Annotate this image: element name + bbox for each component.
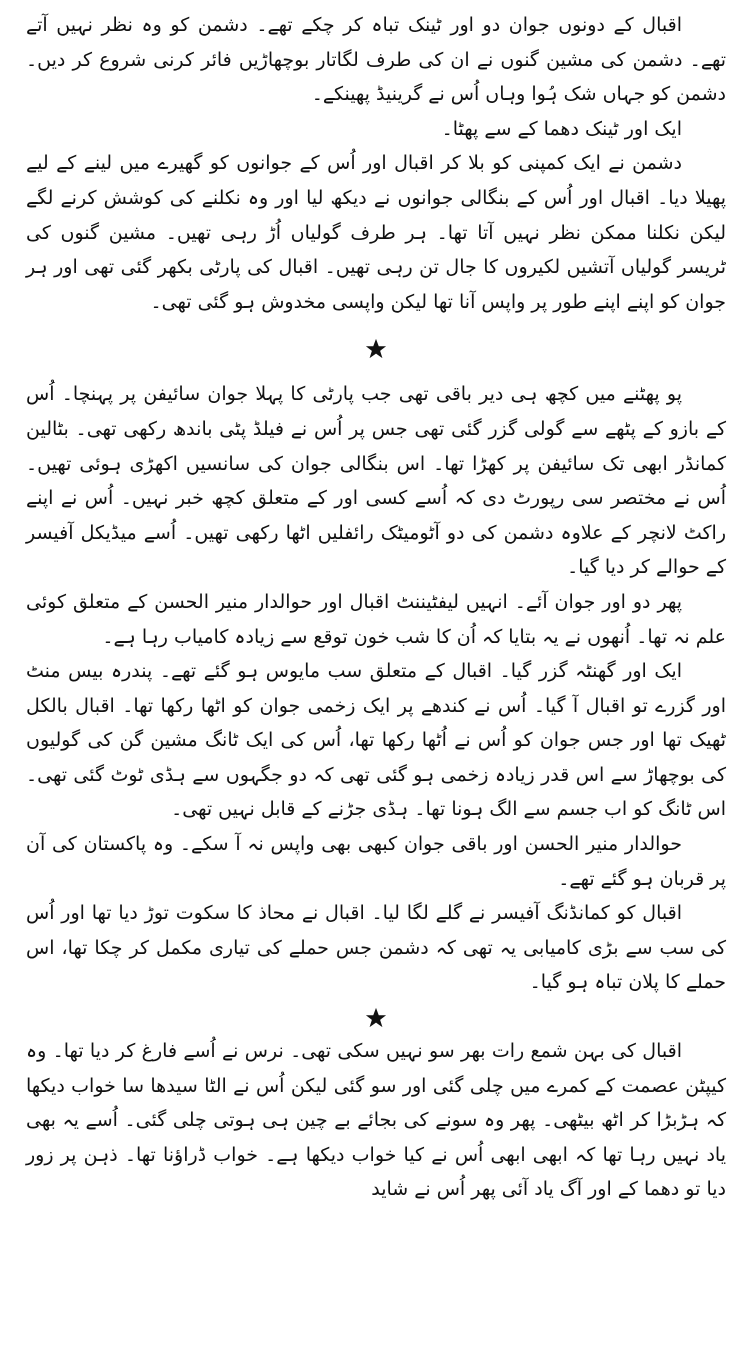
paragraph: دشمن نے ایک کمپنی کو بلا کر اقبال اور اُس کے جوانوں کو گھیرے میں لینے کے لیے پھیلا دیا۔ اقبال اور اُس کے بنگالی جوانوں نے دیکھ لیا اور وہ نکلنے کی کوشش کرنے لگے لیکن نکلنا ممکن نظر نہیں آتا تھا۔ ہر طرف گولیاں اُڑ رہی تھیں۔ مشین گنوں کی ٹریسر گولیاں آتشیں لکیروں کا جال تن رہی تھیں۔ اقبال کی پارٹی بکھر گئی تھی اور ہر جوان کو اپنے اپنے طور پر واپس آنا تھا لیکن واپسی مخدوش ہو گئی تھی۔	[26, 152, 726, 313]
paragraph: پو پھٹنے میں کچھ ہی دیر باقی تھی جب پارٹی کا پہلا جوان سائیفن پر پہنچا۔ اُس کے بازو کے پٹھے سے گولی گزر گئی تھی جس پر اُس نے فیلڈ پٹی باندھ رکھی تھی۔ بٹالین کمانڈر ابھی تک سائیفن پر کھڑا تھا۔ اس بنگالی جوان کی سانسیں اکھڑی ہوئی تھیں۔ اُس نے مختصر سی رپورٹ دی کہ اُسے کسی اور کے متعلق کچھ خبر نہیں۔ اُس نے اپنے راکٹ لانچر کے علاوہ دشمن کی دو آٹومیٹک رائفلیں اٹھا رکھی تھیں۔ اُسے میڈیکل آفیسر کے حوالے کر دیا گیا۔	[26, 383, 726, 579]
paragraph: اقبال کو کمانڈنگ آفیسر نے گلے لگا لیا۔ اقبال نے محاذ کا سکوت توڑ دیا تھا اور اُس کی سب سے بڑی کامیابی یہ تھی کہ دشمن جس حملے کی تیاری مکمل کر چکا تھا، اس حملے کا پلان تباہ ہو گیا۔	[26, 902, 726, 994]
paragraph: ایک اور ٹینک دھما کے سے پھٹا۔	[441, 117, 682, 140]
star-icon	[365, 1007, 387, 1029]
text-column	[26, 8, 726, 1207]
paragraph: اقبال کی بہن شمع رات بھر سو نہیں سکی تھی۔ نرس نے اُسے فارغ کر دیا تھا۔ وہ کیپٹن عصمت کے کمرے میں چلی گئی اور سو گئی لیکن اُس نے الٹا سیدھا سا خواب دیکھا کہ ہڑبڑا کر اٹھ بیٹھی۔ پھر وہ سونے کی بجائے بے چین ہی ہوتی چلی گئی۔ اُسے یہ بھی یاد نہیں رہا تھا کہ ابھی ابھی اُس نے کیا خواب دیکھا ہے۔ خواب ڈراؤنا تھا۔ ذہن پر زور دیا تو دھما کے اور آگ یاد آئی پھر اُس نے شاید	[26, 1040, 726, 1201]
star-icon	[365, 338, 387, 360]
paragraph: اقبال کے دونوں جوان دو اور ٹینک تباہ کر چکے تھے۔ دشمن کو وہ نظر نہیں آتے تھے۔ دشمن کی مشین گنوں نے ان کی طرف لگاتار بوچھاڑیں فائر کرنی شروع کر دیں۔ دشمن کو جہاں شک ہُوا وہاں اُس نے گرینیڈ پھینکے۔	[26, 14, 726, 106]
paragraph: حوالدار منیر الحسن اور باقی جوان کبھی بھی واپس نہ آ سکے۔ وہ پاکستان کی آن پر قربان ہو گئے تھے۔	[26, 833, 726, 890]
star-divider	[26, 319, 726, 377]
paragraph: پھر دو اور جوان آئے۔ انہیں لیفٹیننٹ اقبال اور حوالدار منیر الحسن کے متعلق کوئی علم نہ تھا۔ اُنھوں نے یہ بتایا کہ اُن کا شب خون توقع سے زیادہ کامیاب رہا ہے۔	[26, 590, 726, 648]
paragraph: ایک اور گھنٹہ گزر گیا۔ اقبال کے متعلق سب مایوس ہو گئے تھے۔ پندرہ بیس منٹ اور گزرے تو اقبال آ گیا۔ اُس نے کندھے پر ایک زخمی جوان کو اٹھا رکھا تھا۔ اقبال بالکل ٹھیک تھا اور جس جوان کو اُس نے اُٹھا رکھا تھا، اُس کی ایک ٹانگ مشین گن کی گولیوں کی بوچھاڑ سے اس قدر زیادہ زخمی ہو گئی تھی کہ دو جگہوں سے ہڈی ٹوٹ گئی تھی۔ اس ٹانگ کو اب جسم سے الگ ہونا تھا۔ ہڈی جڑنے کے قابل نہیں تھی۔	[26, 660, 726, 821]
star-divider	[26, 1000, 726, 1034]
